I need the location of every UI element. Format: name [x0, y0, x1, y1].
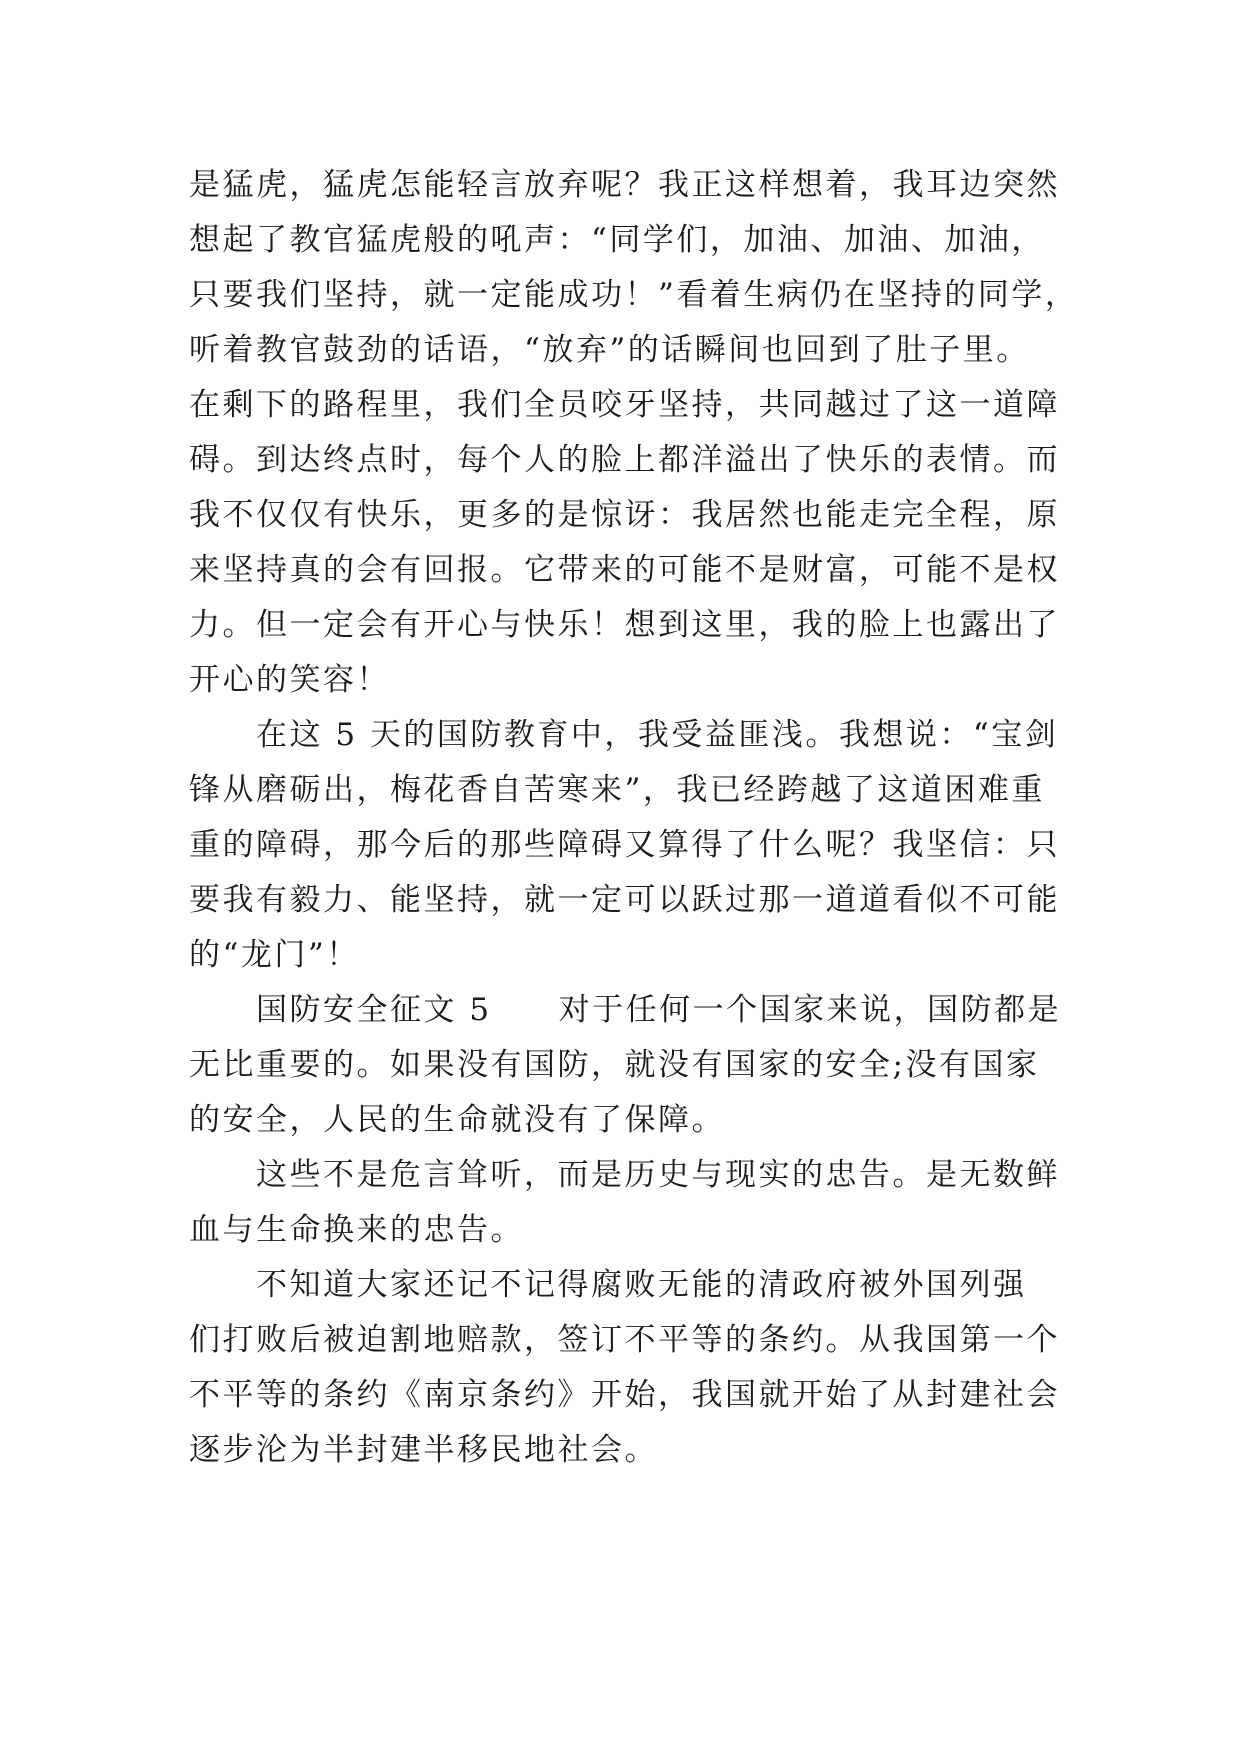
text-line: 锋从磨砺出，梅花香自苦寒来”，我已经跨越了这道困难重 — [189, 772, 1045, 808]
text-line: 这些不是危言耸听，而是历史与现实的忠告。是无数鲜 — [189, 1157, 1060, 1193]
text-line: 在这 5 天的国防教育中，我受益匪浅。我想说：“宝剑 — [189, 717, 1059, 753]
text-line: 们打败后被迫割地赔款，签订不平等的条约。从我国第一个 — [189, 1322, 1060, 1358]
text-line: 在剩下的路程里，我们全员咬牙坚持，共同越过了这一道障 — [189, 387, 1060, 423]
text-line: 是猛虎，猛虎怎能轻言放弃呢？我正这样想着，我耳边突然 — [189, 167, 1060, 203]
text-line: 开心的笑容！ — [189, 662, 390, 698]
text-line: 我不仅仅有快乐，更多的是惊讶：我居然也能走完全程，原 — [189, 497, 1060, 533]
text-line: 国防安全征文 5 对于任何一个国家来说，国防都是 — [189, 992, 1062, 1028]
text-line: 重的障碍，那今后的那些障碍又算得了什么呢？我坚信：只 — [189, 827, 1060, 863]
text-line: 无比重要的。如果没有国防，就没有国家的安全;没有国家 — [189, 1047, 1040, 1083]
text-line: 的安全，人民的生命就没有了保障。 — [189, 1102, 725, 1138]
text-line: 想起了教官猛虎般的吼声：“同学们，加油、加油、加油， — [189, 222, 1045, 258]
text-line: 不平等的条约《南京条约》开始，我国就开始了从封建社会 — [189, 1377, 1060, 1413]
text-line: 听着教官鼓劲的话语，“放弃”的话瞬间也回到了肚子里。 — [189, 332, 1030, 368]
text-line: 逐步沦为半封建半移民地社会。 — [189, 1432, 658, 1468]
text-line: 不知道大家还记不记得腐败无能的清政府被外国列强 — [189, 1267, 1027, 1303]
text-line: 血与生命换来的忠告。 — [189, 1212, 524, 1248]
text-line: 力。但一定会有开心与快乐！想到这里，我的脸上也露出了 — [189, 607, 1060, 643]
text-line: 要我有毅力、能坚持，就一定可以跃过那一道道看似不可能 — [189, 882, 1060, 918]
text-line: 来坚持真的会有回报。它带来的可能不是财富，可能不是权 — [189, 552, 1060, 588]
document-body — [189, 158, 1079, 1478]
text-line: 的“龙门”！ — [189, 937, 360, 973]
text-line: 只要我们坚持，就一定能成功！”看着生病仍在坚持的同学， — [189, 277, 1079, 313]
text-line: 碍。到达终点时，每个人的脸上都洋溢出了快乐的表情。而 — [189, 442, 1060, 478]
